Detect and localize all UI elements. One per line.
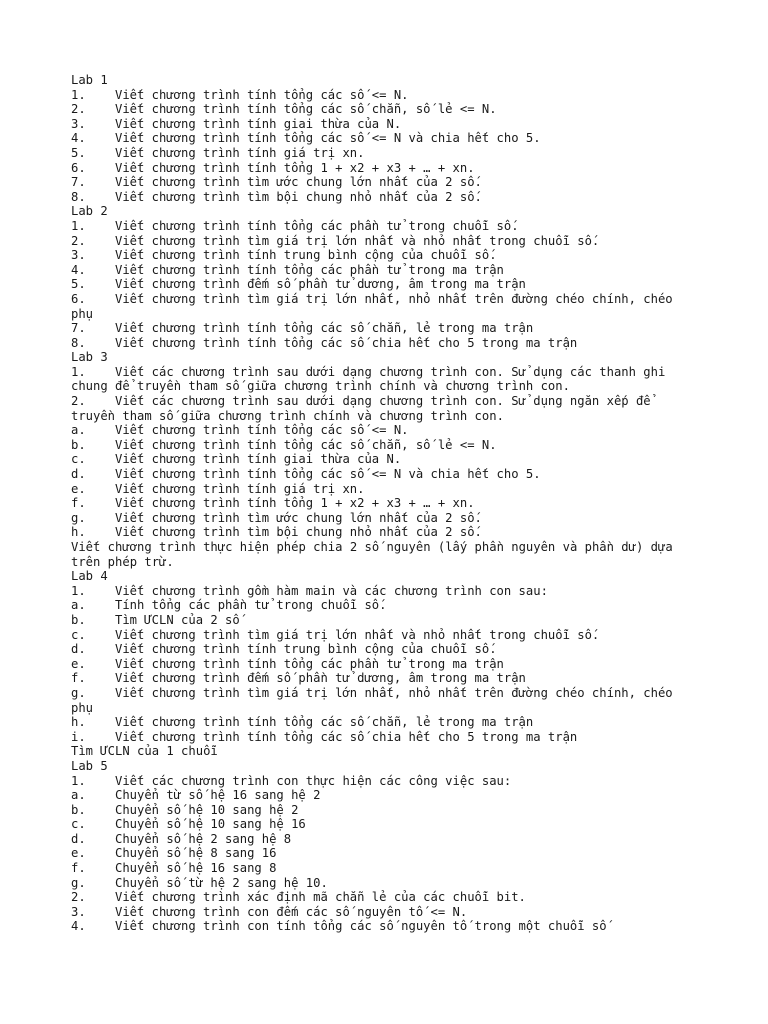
item-number: 3. [71, 248, 86, 263]
list-item [71, 117, 701, 132]
item-text: Viết chương trình tìm giá trị lớn nhất, nhỏ nhất trên đường chéo chính, chéo [115, 291, 673, 306]
list-item [71, 190, 701, 205]
item-number: 3. [71, 116, 86, 131]
item-text: Viết chương trình tính tổng các số <= N và chia hết cho 5. [115, 467, 541, 482]
item-text: Viết chương trình tính tổng các số chẵn, số lẻ <= N. [115, 437, 497, 452]
item-text: Viết chương trình con đếm các số nguyên tố <= N. [115, 904, 468, 919]
item-text: Viết chương trình tìm giá trị lớn nhất, nhỏ nhất trên đường chéo chính, chéo [115, 685, 673, 700]
list-item [71, 511, 701, 526]
list-item [71, 774, 701, 789]
lab-section [71, 204, 701, 350]
item-number: c. [71, 817, 86, 832]
item-number: d. [71, 467, 86, 482]
item-text: Viết chương trình tìm bội chung nhỏ nhất của 2 số. [115, 189, 482, 204]
item-text: Viết chương trình xác định mã chẵn lẻ của các chuỗi bit. [115, 890, 526, 905]
item-text: Viết chương trình tìm bội chung nhỏ nhất của 2 số. [115, 525, 482, 540]
item-number: f. [71, 496, 86, 511]
item-number: e. [71, 846, 86, 861]
item-number: c. [71, 627, 86, 642]
item-text: Viết chương trình tìm giá trị lớn nhất và nhỏ nhất trong chuỗi số. [115, 627, 600, 642]
list-item [71, 263, 701, 278]
item-number: g. [71, 685, 86, 700]
item-number: f. [71, 671, 86, 686]
item-text: Chuyển số hệ 8 sang 16 [115, 846, 277, 861]
item-text: Viết chương trình tính tổng các phần tử trong chuỗi số. [115, 218, 519, 233]
item-number: a. [71, 598, 86, 613]
list-item [71, 292, 701, 307]
list-item [71, 584, 701, 599]
item-number: 2. [71, 394, 86, 409]
list-item [71, 613, 701, 628]
list-item [71, 657, 701, 672]
item-number: 3. [71, 904, 86, 919]
item-text: Viết chương trình đếm số phần tử dương, âm trong ma trận [115, 277, 526, 292]
item-number: 8. [71, 189, 86, 204]
item-text: Viết chương trình tính giá trị xn. [115, 481, 365, 496]
list-item [71, 131, 701, 146]
item-number: 4. [71, 262, 86, 277]
lab-heading: Lab 3 [71, 350, 108, 365]
list-item [71, 146, 701, 161]
item-number: 2. [71, 102, 86, 117]
item-text: Viết chương trình tìm ước chung lớn nhất của 2 số. [115, 510, 482, 525]
item-text: Viết chương trình tính giá trị xn. [115, 145, 365, 160]
lab-heading: Lab 5 [71, 758, 108, 773]
item-text: Viết chương trình tính tổng các số chia hết cho 5 trong ma trận [115, 729, 578, 744]
list-item [71, 832, 701, 847]
item-text: Tính tổng các phần tử trong chuỗi số. [115, 598, 387, 613]
item-text: Chuyển từ số hệ 16 sang hệ 2 [115, 788, 321, 803]
list-item [71, 482, 701, 497]
list-item [71, 423, 701, 438]
item-number: 8. [71, 335, 86, 350]
item-text: Viết chương trình tìm ước chung lớn nhất của 2 số. [115, 175, 482, 190]
item-text: Viết chương trình tính tổng các số <= N. [115, 423, 409, 438]
item-number: 1. [71, 218, 86, 233]
item-text: Viết các chương trình sau dưới dạng chương trình con. Sử dụng các thanh ghi [115, 364, 666, 379]
item-text: Viết các chương trình con thực hiện các công việc sau: [115, 773, 512, 788]
list-item [71, 788, 701, 803]
item-continuation: chung để truyền tham số giữa chương trình chính và chương trình con. [71, 379, 570, 394]
lab-section [71, 350, 701, 569]
item-text: Chuyển số hệ 16 sang 8 [115, 861, 277, 876]
item-number: 7. [71, 175, 86, 190]
item-number: a. [71, 788, 86, 803]
lab-heading: Lab 4 [71, 569, 108, 584]
item-number: c. [71, 452, 86, 467]
item-number: 1. [71, 364, 86, 379]
item-text: Chuyển số hệ 10 sang hệ 2 [115, 802, 299, 817]
paragraph-text: Viết chương trình thực hiện phép chia 2 số nguyên (lấy phần nguyên và phần dư) dựa [71, 540, 673, 554]
item-text: Viết chương trình tính giai thừa của N. [115, 452, 402, 467]
lab-heading: Lab 1 [71, 73, 108, 87]
list-item [71, 336, 701, 351]
item-text: Viết các chương trình sau dưới dạng chương trình con. Sử dụng ngăn xếp để [115, 394, 651, 409]
item-text: Chuyển số từ hệ 2 sang hệ 10. [115, 875, 328, 890]
item-text: Viết chương trình đếm số phần tử dương, âm trong ma trận [115, 671, 526, 686]
list-item [71, 730, 701, 745]
list-item [71, 234, 701, 249]
item-number: e. [71, 481, 86, 496]
list-item [71, 525, 701, 540]
item-text: Viết chương trình tính trung bình cộng của chuỗi số. [115, 248, 497, 263]
list-item [71, 861, 701, 876]
item-number: 5. [71, 277, 86, 292]
item-number: 4. [71, 131, 86, 146]
item-number: i. [71, 729, 86, 744]
item-text: Viết chương trình tính tổng 1 + x2 + x3 + … + xn. [115, 160, 475, 175]
list-item [71, 671, 701, 686]
item-text: Viết chương trình tính trung bình cộng của chuỗi số. [115, 642, 497, 657]
item-number: h. [71, 715, 86, 730]
item-text: Viết chương trình tính tổng các số <= N. [115, 87, 409, 102]
item-number: f. [71, 861, 86, 876]
item-text: Viết chương trình tính tổng các số <= N và chia hết cho 5. [115, 131, 541, 146]
item-continuation: truyền tham số giữa chương trình chính và chương trình con. [71, 408, 504, 423]
list-item [71, 175, 701, 190]
list-item [71, 467, 701, 482]
list-item [71, 248, 701, 263]
list-item [71, 905, 701, 920]
item-number: 7. [71, 321, 86, 336]
item-number: h. [71, 525, 86, 540]
list-item [71, 628, 701, 643]
lab-section [71, 759, 701, 934]
item-text: Viết chương trình tính giai thừa của N. [115, 116, 402, 131]
list-item [71, 817, 701, 832]
item-number: 6. [71, 160, 86, 175]
item-number: b. [71, 802, 86, 817]
lab-heading: Lab 2 [71, 204, 108, 219]
item-number: 2. [71, 890, 86, 905]
list-item [71, 394, 701, 409]
item-number: e. [71, 656, 86, 671]
item-number: d. [71, 642, 86, 657]
list-item [71, 438, 701, 453]
item-text: Viết chương trình tính tổng 1 + x2 + x3 + … + xn. [115, 496, 475, 511]
item-number: 5. [71, 145, 86, 160]
item-text: Viết chương trình con tính tổng các số nguyên tố trong một chuỗi số [115, 919, 607, 934]
list-item [71, 686, 701, 701]
item-text: Viết chương trình gồm hàm main và các chương trình con sau: [115, 583, 548, 598]
document-body [71, 73, 701, 934]
item-text: Viết chương trình tính tổng các phần tử trong ma trận [115, 262, 504, 277]
item-number: 1. [71, 583, 86, 598]
item-number: g. [71, 875, 86, 890]
list-item [71, 365, 701, 380]
item-number: 1. [71, 773, 86, 788]
list-item [71, 642, 701, 657]
list-item [71, 803, 701, 818]
item-number: d. [71, 831, 86, 846]
item-text: Viết chương trình tính tổng các số chẵn, lẻ trong ma trận [115, 321, 534, 336]
item-number: 6. [71, 291, 86, 306]
item-number: a. [71, 423, 86, 438]
list-item [71, 88, 701, 103]
item-continuation: phụ [71, 700, 94, 715]
list-item [71, 452, 701, 467]
item-number: 4. [71, 919, 86, 934]
item-number: b. [71, 612, 86, 627]
list-item [71, 598, 701, 613]
item-text: Viết chương trình tính tổng các phần tử trong ma trận [115, 656, 504, 671]
lab-section [71, 73, 701, 204]
list-item [71, 715, 701, 730]
item-continuation: phụ [71, 306, 94, 321]
list-item [71, 876, 701, 891]
list-item [71, 846, 701, 861]
item-number: g. [71, 510, 86, 525]
item-number: b. [71, 437, 86, 452]
item-number: 1. [71, 87, 86, 102]
lab-section [71, 569, 701, 759]
item-text: Viết chương trình tính tổng các số chẵn, số lẻ <= N. [115, 102, 497, 117]
list-item [71, 277, 701, 292]
item-text: Viết chương trình tính tổng các số chia hết cho 5 trong ma trận [115, 335, 578, 350]
item-text: Chuyển số hệ 10 sang hệ 16 [115, 817, 306, 832]
list-item [71, 919, 701, 934]
list-item [71, 161, 701, 176]
item-text: Tìm ƯCLN của 2 số [115, 612, 240, 627]
item-text: Viết chương trình tìm giá trị lớn nhất và nhỏ nhất trong chuỗi số. [115, 233, 600, 248]
list-item [71, 321, 701, 336]
list-item [71, 219, 701, 234]
paragraph-text: Tìm ƯCLN của 1 chuỗi [71, 744, 218, 759]
item-text: Viết chương trình tính tổng các số chẵn, lẻ trong ma trận [115, 715, 534, 730]
item-number: 2. [71, 233, 86, 248]
item-text: Chuyển số hệ 2 sang hệ 8 [115, 831, 292, 846]
list-item [71, 890, 701, 905]
list-item [71, 496, 701, 511]
item-continuation: trên phép trừ. [71, 554, 174, 569]
list-item [71, 102, 701, 117]
